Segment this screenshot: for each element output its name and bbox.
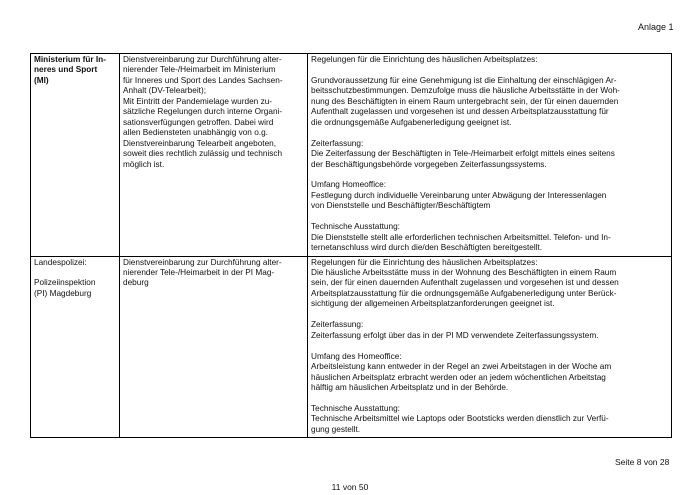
regulation-line: Arbeitsplatzausstattung für die ordnungsgemäße Aufgabenerledigung unter Berück- [311, 288, 617, 298]
regulation-line: Die Dienststelle stellt alle erforderlichen technischen Arbeitsmittel. Telefon- und In- [311, 232, 611, 242]
page-number: Seite 8 von 28 [615, 457, 670, 467]
ministry-cell [31, 256, 120, 438]
table-row [31, 256, 672, 438]
regulation-line: gung gestellt. [311, 424, 361, 434]
regulation-line: häuslichen Arbeitsplatz erbracht werden oder an jedem wöchentlichen Arbeitstag [311, 372, 606, 382]
regulation-line: Technische Ausstattung: [311, 403, 400, 413]
ministry-line: Landespolizei: [34, 257, 87, 267]
regulations-cell [308, 54, 672, 257]
agreement-line: Dienstvereinbarung zur Durchführung alter- [123, 55, 282, 64]
ministry-line: Ministerium für In- [34, 55, 106, 64]
regulation-line: Zeiterfassung: [311, 320, 364, 330]
agreement-line: Mit Eintritt der Pandemielage wurden zu- [123, 96, 273, 106]
regulation-line: Technische Ausstattung: [311, 222, 400, 232]
regulation-line: sein, der für einen dauernden Aufenthalt zugelassen und vorgesehen ist und dessen [311, 278, 619, 288]
sheet-number: 11 von 50 [331, 482, 369, 492]
regulation-paragraph [311, 222, 668, 253]
agreement-line: Dienstvereinbarung Telearbeit angeboten, [123, 138, 277, 148]
regulation-line: die ordnungsgemäße Aufgabenerledigung geeignet ist. [311, 117, 512, 127]
agreement-line: soweit dies rechtlich zulässig und technisch [123, 149, 283, 159]
regulation-line: von Dienststelle und Beschäftigter/Beschäftigtem [311, 201, 491, 211]
regulation-line: hälftig am häuslichen Arbeitsplatz und in der Behörde. [311, 382, 509, 392]
regulation-line: Umfang des Homeoffice: [311, 351, 402, 361]
regulation-line: beitsschutzbestimmungen. Demzufolge muss die häusliche Arbeitsstätte in der Woh- [311, 86, 620, 96]
agreement-cell [120, 54, 308, 257]
regulation-line: Arbeitsleistung kann entweder in der Regel an zwei Arbeitstagen in der Woche am [311, 362, 612, 372]
table-row [31, 54, 672, 257]
agreement-line: Anhalt (DV-Telearbeit); [123, 86, 206, 96]
regulation-paragraph [311, 139, 668, 170]
regulation-line: Die häusliche Arbeitsstätte muss in der Wohnung des Beschäftigten in einem Raum [311, 268, 617, 277]
regulation-paragraph [311, 320, 668, 341]
regulation-paragraph [311, 180, 668, 211]
ministry-line: Polizeiinspektion [34, 278, 96, 288]
regulation-paragraph [311, 55, 668, 65]
agreement-line: allen Bediensteten unabhängig von o.g. [123, 128, 268, 138]
regulations-cell [308, 256, 672, 438]
agreement-line: Dienstvereinbarung zur Durchführung alter- [123, 257, 282, 267]
agreement-cell [120, 256, 308, 438]
regulations-table [30, 53, 672, 438]
regulation-line: Regelungen für die Einrichtung des häuslichen Arbeitsplatzes: [311, 55, 538, 64]
annex-label: Anlage 1 [638, 22, 674, 32]
regulation-line: nung des Beschäftigten in einem Raum untergebracht sein, der für einen dauernden [311, 96, 619, 106]
ministry-line [34, 268, 116, 278]
regulation-line: Zeiterfassung: [311, 138, 364, 148]
regulation-line: der Beschäftigungsbehörde vorgegeben Zeiterfassungssystems. [311, 159, 547, 169]
regulation-paragraph [311, 258, 668, 310]
regulation-line: Zeiterfassung erfolgt über das in der PI MD verwendete Zeiterfassungssystem. [311, 330, 599, 340]
ministry-cell [31, 54, 120, 257]
ministry-line: (MI) [34, 75, 49, 85]
regulation-paragraph [311, 352, 668, 394]
regulation-line: sichtigung der allgemeinen Arbeitsplatzanforderungen geeignet ist. [311, 299, 555, 309]
regulation-line: Festlegung durch individuelle Vereinbarung unter Abwägung der Interessenlagen [311, 190, 607, 200]
agreement-line: möglich ist. [123, 159, 165, 169]
regulation-paragraph [311, 404, 668, 435]
ministry-line: (PI) Magdeburg [34, 288, 92, 298]
regulation-line: Regelungen für die Einrichtung des häuslichen Arbeitsplatzes: [311, 257, 538, 267]
regulation-line: Aufenthalt zugelassen und vorgesehen ist und dessen Arbeitsplatzausstattung für [311, 107, 609, 117]
ministry-line: neres und Sport [34, 65, 98, 75]
agreement-line: nierender Tele-/Heimarbeit im Ministerium [123, 65, 276, 75]
regulation-line: Grundvoraussetzung für eine Genehmigung ist die Einhaltung der einschlägigen Ar- [311, 75, 617, 85]
agreement-line: sationsverfügungen getroffen. Dabei wird [123, 117, 274, 127]
regulation-line: Die Zeiterfassung der Beschäftigten in Tele-/Heimarbeit erfolgt mittels eines seitens [311, 149, 615, 159]
regulation-line: ternetanschluss wird durch die/den Beschäftigten bereitgestellt. [311, 243, 543, 253]
agreement-line: sätzliche Regelungen durch interne Organi- [123, 107, 283, 117]
regulation-line: Technische Arbeitsmittel wie Laptops oder Bootsticks werden dienstlich zur Verfü- [311, 414, 609, 424]
regulation-paragraph [311, 76, 668, 128]
agreement-line: für Inneres und Sport des Landes Sachsen- [123, 75, 283, 85]
regulation-line: Umfang Homeoffice: [311, 180, 387, 190]
agreement-line: nierender Tele-/Heimarbeit in der PI Mag- [123, 268, 275, 277]
agreement-line: deburg [123, 278, 149, 288]
